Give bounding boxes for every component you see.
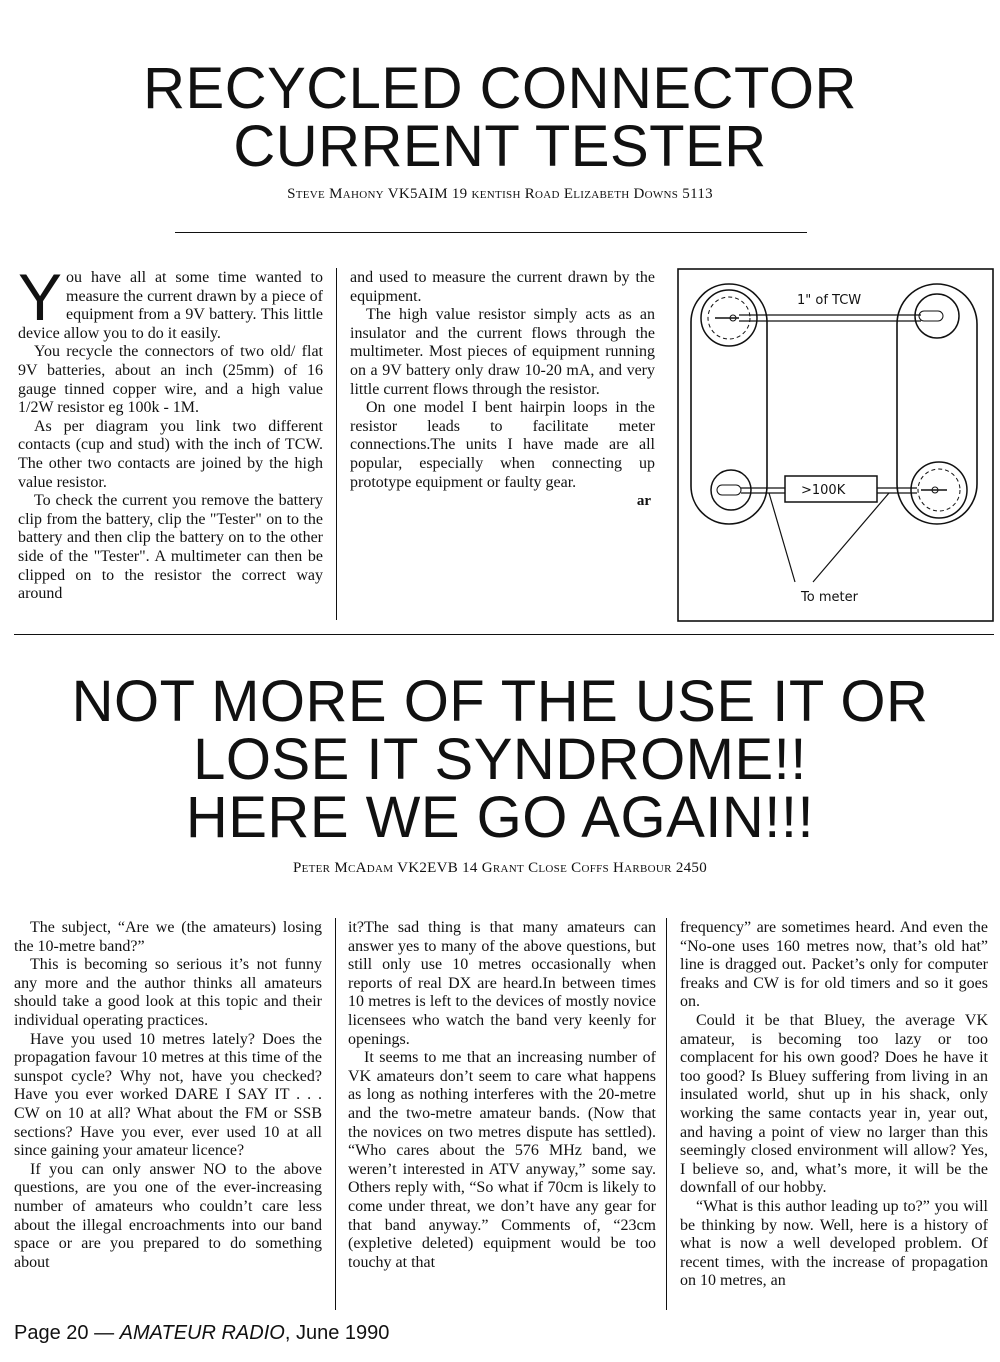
article1-paragraph: To check the current you remove the battery clip from the battery, clip the "Tester" on to the battery and then clip the battery on to the other side of the "Tester". A multimeter can then be clipped on to the resistor the correct way around: [18, 492, 323, 603]
article2-title-line2: LOSE IT SYNDROME!!: [193, 727, 807, 792]
article1-paragraph: On one model I bent hairpin loops in the resistor leads to facilitate meter connections.The units I have made are all popular, especially when connecting up prototype equipment or faulty gear.: [350, 399, 655, 491]
article2-paragraph: it?The sad thing is that many amateurs can answer yes to many of the above questions, but still only use 10 metres occasionally when reports of real DX are heard.In between times 10 metres is left to the devices of mostly novice licensees who watch the band very keenly for openings.: [348, 919, 656, 1048]
column-divider: [335, 918, 336, 1310]
article1-title-line2: CURRENT TESTER: [233, 114, 767, 179]
meter-label: To meter: [801, 590, 858, 605]
wire-label: 1" of TCW: [797, 293, 862, 308]
article2-column-2: [348, 919, 656, 1272]
article2-paragraph: The subject, “Are we (the amateurs) losing the 10-metre band?”: [14, 919, 322, 955]
tester-diagram: [677, 268, 994, 622]
article2-title-line3: HERE WE GO AGAIN!!!: [185, 785, 815, 850]
article1-title-line1: RECYCLED CONNECTOR: [143, 56, 857, 121]
section-divider: [14, 634, 994, 635]
article2-title-line1: NOT MORE OF THE USE IT OR: [71, 669, 929, 734]
article2-title: [0, 669, 1000, 850]
article2-paragraph: Have you used 10 metres lately? Does the propagation favour 10 metres at this time of the sunspot cycle? Why not, have you checked? Have you ever worked DARE I SAY IT . . . CW on 10 at all? What about the FM or SSB sections? Have you ever, ever used 10 at all since gaining your amateur licence?: [14, 1030, 322, 1160]
article2-paragraph: “What is this author leading up to?” you will be thinking by now. Well, here is a history of what is now a well developed problem. Of recent times, with the increase of propagation on 10 metres, an: [680, 1197, 988, 1290]
article1-paragraph: You have all at some time wanted to measure the current drawn by a piece of equipment from a 9V battery. This little device allow you to do it easily.: [18, 260, 323, 342]
article1-column-2: [350, 269, 655, 511]
article1-title: [0, 56, 1000, 179]
footer-page: Page 20 —: [14, 1322, 120, 1344]
footer-date: , June 1990: [284, 1322, 390, 1344]
footer-magazine: AMATEUR RADIO: [119, 1322, 285, 1344]
article2-byline: Peter McAdam VK2EVB 14 Grant Close Coffs Harbour 2450: [292, 860, 708, 876]
drop-cap: Y: [18, 260, 63, 334]
article2-paragraph: It seems to me that an increasing number of VK amateurs don’t seem to care what happens as long as nothing interferes with the 20-metre and the two-metre amateur bands. (Now that the novices on two metres dispute has settled). “Who cares about the 576 MHz band, we weren’t interested in ATV anyway,” some say. Others reply with, “So what if 70cm is likely to come under threat, we don’t have any gear for that band anyway.” Comments of, “23cm (expletive deleted) equipment would be too touchy at that: [348, 1049, 656, 1271]
article1-byline: Steve Mahony VK5AIM 19 kentish Road Elizabeth Downs 5113: [287, 186, 713, 202]
resistor-label: >100K: [801, 483, 846, 498]
article1-signoff: ar: [636, 493, 651, 510]
article2-column-1: [14, 919, 322, 1272]
article1-paragraph: You recycle the connectors of two old/ flat 9V batteries, about an inch (25mm) of 16 gauge tinned copper wire, and a high value 1/2W resistor eg 100k - 1M.: [18, 343, 323, 417]
article1-paragraph: As per diagram you link two different contacts (cup and stud) with the inch of TCW. The other two contacts are joined by the high value resistor.: [18, 417, 323, 491]
article1-paragraph: The high value resistor simply acts as an insulator and the current flows through the multimeter. Most pieces of equipment running on a 9V battery only draw 10-20 mA, and very little current flows through the resistor.: [350, 306, 655, 398]
page-footer: [14, 1322, 389, 1345]
article1-title-rule: [175, 232, 807, 233]
column-divider: [336, 268, 337, 620]
article2-paragraph: Could it be that Bluey, the average VK amateur, is becoming too lazy or too complacent for his own good? Does he have it too good? Is Bluey suffering from living in an insulated world, shut up in his shack, only working the same contacts year in, year out, and having a point of view no larger than this seemingly closed environment will allow? Yes, I believe so, and, what’s more, it will be the downfall of our hobby.: [680, 1011, 988, 1197]
column-divider: [666, 918, 667, 1310]
article2-paragraph: This is becoming so serious it’s not funny any more and the author thinks all amateurs should take a good look at this topic and their individual operating practices.: [14, 956, 322, 1029]
article1-column-1: [18, 260, 323, 604]
article1-paragraph: and used to measure the current drawn by the equipment.: [350, 269, 655, 305]
article2-paragraph: frequency” are sometimes heard. And even the “No-one uses 160 metres now, that’s old hat” line is dragged out. Packet’s only for computer freaks and CW is for old timers and so it goes on.: [680, 919, 988, 1011]
article2-paragraph: If you can only answer NO to the above questions, are you one of the ever-increasing number of amateurs who couldn’t care less about the illegal encroachments into our band space or are you prepared to do something about: [14, 1160, 322, 1271]
article2-column-3: [680, 919, 988, 1291]
